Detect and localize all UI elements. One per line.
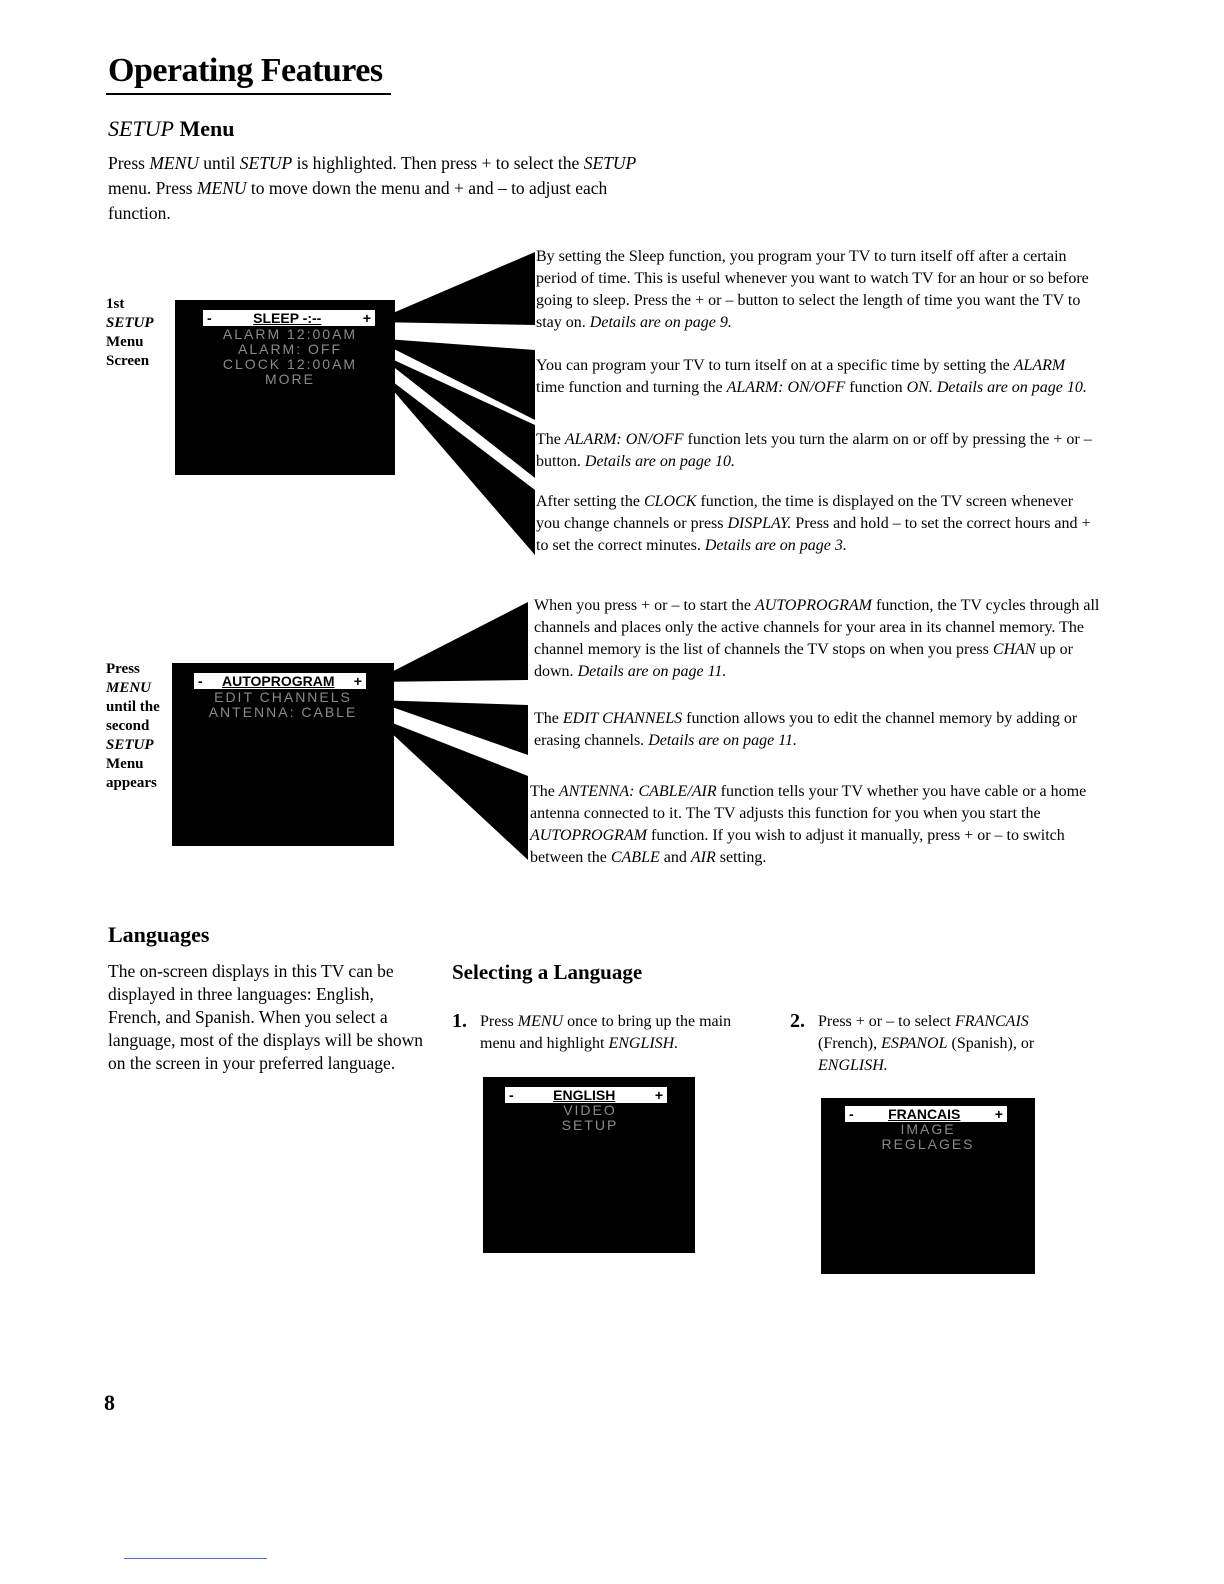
desc-alarm bbox=[536, 355, 1096, 399]
text-run: Press bbox=[480, 1013, 518, 1030]
text-run: Details are on page 11. bbox=[648, 732, 798, 749]
text-run: and bbox=[659, 849, 691, 866]
text-run: SETUP bbox=[583, 153, 637, 173]
text-run: ALARM bbox=[1013, 357, 1066, 374]
screen2-label-line: MENU bbox=[106, 680, 152, 696]
step1-number: 1. bbox=[452, 1010, 467, 1032]
language-screen-1 bbox=[483, 1077, 695, 1253]
text-run: ALARM: ON/OFF bbox=[564, 431, 684, 448]
minus-indicator: - bbox=[849, 1106, 854, 1122]
text-run: ON. bbox=[906, 379, 933, 396]
setup-screen-1 bbox=[175, 300, 395, 475]
desc-clock bbox=[536, 491, 1096, 557]
screen1-menu-item: CLOCK 12:00AM bbox=[222, 356, 358, 372]
setup-heading-italic: SETUP bbox=[108, 116, 174, 141]
text-run: function. If you wish to adjust it manually, press + or – to switch between the bbox=[530, 827, 1065, 866]
minus-indicator: - bbox=[198, 673, 203, 689]
screen2-highlight-bar bbox=[194, 673, 366, 689]
text-run: Press + or – to select bbox=[818, 1013, 955, 1030]
screen2-label bbox=[106, 660, 160, 793]
text-run: ESPANOL bbox=[881, 1035, 948, 1052]
desc-autoprogram bbox=[534, 595, 1106, 683]
step2-number: 2. bbox=[790, 1010, 805, 1032]
screen2-menu-item: EDIT CHANNELS bbox=[214, 689, 352, 705]
text-run: The bbox=[530, 783, 559, 800]
text-run: The bbox=[534, 710, 563, 727]
plus-indicator: + bbox=[654, 1087, 663, 1103]
screen1-label-line: 1st bbox=[106, 296, 125, 312]
minus-indicator: - bbox=[509, 1087, 514, 1103]
text-run: FRANCAIS bbox=[955, 1013, 1029, 1030]
text-run: SETUP bbox=[239, 153, 293, 173]
text-run: You can program your TV to turn itself on at a specific time by setting the bbox=[536, 357, 1014, 374]
text-run: to move down the menu and + and – to adjust each function. bbox=[108, 178, 608, 223]
text-run: Details are on page 3. bbox=[704, 537, 847, 554]
text-run: AIR bbox=[690, 849, 716, 866]
screen2-label-line: SETUP bbox=[106, 737, 154, 753]
step2-menu-item: REGLAGES bbox=[881, 1136, 975, 1152]
setup-screen-2 bbox=[172, 663, 394, 846]
screen2-label-line: appears bbox=[106, 775, 157, 791]
screen1-menu-item: MORE bbox=[265, 371, 315, 387]
text-run: time function and turning the bbox=[536, 379, 727, 396]
step2-highlight-bar bbox=[845, 1106, 1007, 1122]
text-run: Details are on page 11. bbox=[577, 663, 727, 680]
screen1-label-line: Screen bbox=[106, 353, 150, 369]
languages-text: The on-screen displays in this TV can be displayed in three languages: English, French, and Spanish. When you select a language, most of the displays will be shown on the screen in your preferred language. bbox=[108, 961, 423, 1073]
text-run: EDIT CHANNELS bbox=[562, 710, 683, 727]
step1-text bbox=[480, 1011, 770, 1055]
page-number: 8 bbox=[104, 1390, 115, 1415]
text-run: once to bring up the main menu and highlight bbox=[480, 1013, 732, 1052]
text-run: function, the TV cycles through all channels and places only the active channels for your area in its channel memory. The channel memory is the list of channels the TV stops on when you press bbox=[534, 597, 1100, 658]
text-run: is highlighted. Then press + to select the bbox=[292, 153, 584, 173]
step1-highlight-label: ENGLISH bbox=[553, 1087, 616, 1103]
wedge-sleep bbox=[372, 252, 535, 325]
plus-indicator: + bbox=[362, 310, 371, 326]
text-run: Press bbox=[108, 153, 150, 173]
text-run: until bbox=[198, 153, 240, 173]
text-run: Details are on page 10. bbox=[936, 379, 1087, 396]
language-screen-2 bbox=[821, 1098, 1035, 1274]
screen2-label-line: Press bbox=[106, 661, 140, 677]
screen1-label-line: SETUP bbox=[106, 315, 154, 331]
text-run: menu. Press bbox=[108, 178, 197, 198]
step1-menu-item: VIDEO bbox=[563, 1102, 617, 1118]
plus-indicator: + bbox=[994, 1106, 1003, 1122]
step1-highlight-bar bbox=[505, 1087, 667, 1103]
text-run: ENGLISH. bbox=[608, 1035, 679, 1052]
screen2-label-line: second bbox=[106, 718, 150, 734]
desc-alarm-onoff bbox=[536, 429, 1106, 473]
desc-edit-channels bbox=[534, 708, 1094, 752]
step2-menu-item: IMAGE bbox=[900, 1121, 956, 1137]
screen1-label bbox=[106, 295, 154, 371]
text-run: ALARM: ON/OFF bbox=[726, 379, 846, 396]
text-run: function, the time is displayed on the TV screen whenever you change channels or press bbox=[536, 493, 1074, 532]
text-run: function lets you turn the alarm on or off by pressing the + or – button. bbox=[536, 431, 1092, 470]
text-run: setting. bbox=[715, 849, 767, 866]
text-run: ANTENNA: CABLE/AIR bbox=[558, 783, 717, 800]
text-run: Details are on page 10. bbox=[584, 453, 735, 470]
minus-indicator: - bbox=[207, 310, 212, 326]
text-run: MENU bbox=[517, 1013, 564, 1030]
text-run: function allows you to edit the channel memory by adding or erasing channels. bbox=[534, 710, 1078, 749]
text-run: CLOCK bbox=[643, 493, 697, 510]
text-run: ENGLISH. bbox=[818, 1057, 888, 1074]
selecting-language-heading: Selecting a Language bbox=[452, 960, 643, 984]
step1-menu-item: SETUP bbox=[561, 1117, 619, 1133]
text-run: The bbox=[536, 431, 565, 448]
wedge-autoprogram bbox=[372, 602, 528, 682]
screen1-label-line: Menu bbox=[106, 334, 144, 350]
languages-heading: Languages bbox=[108, 922, 210, 947]
setup-heading-rest: Menu bbox=[174, 116, 235, 141]
screen2-highlight-label: AUTOPROGRAM bbox=[221, 673, 335, 689]
text-run: AUTOPROGRAM bbox=[754, 597, 873, 614]
screen1-menu-item: ALARM: OFF bbox=[237, 341, 342, 357]
page-title: Operating Features bbox=[108, 52, 383, 89]
plus-indicator: + bbox=[353, 673, 362, 689]
screen2-menu-item: ANTENNA: CABLE bbox=[208, 704, 358, 720]
text-run: (French), bbox=[818, 1035, 882, 1052]
screen1-highlight-label: SLEEP -:-- bbox=[253, 310, 322, 326]
step2-text bbox=[818, 1011, 1078, 1077]
text-run: function tells your TV whether you have cable or a home antenna connected to it. The TV adjusts this function for you when you start the bbox=[530, 783, 1087, 822]
text-run: CABLE bbox=[610, 849, 660, 866]
screen2-label-line: until the bbox=[106, 699, 160, 715]
text-run: CHAN bbox=[992, 641, 1036, 658]
text-run: Press and hold – to set the correct hours and + to set the correct minutes. bbox=[536, 515, 1091, 554]
screen1-highlight-bar bbox=[203, 310, 375, 326]
text-run: function bbox=[845, 379, 907, 396]
text-run: MENU bbox=[149, 153, 199, 173]
text-run: By setting the Sleep function, you program your TV to turn itself off after a certain period of time. This is useful whenever you want to watch TV for an hour or so before going to sleep. Press the + or – button to select the length of time you want the TV to stay on. bbox=[536, 248, 1089, 331]
text-run: AUTOPROGRAM bbox=[530, 827, 648, 844]
screen1-menu-item: ALARM 12:00AM bbox=[222, 326, 358, 342]
text-run: Details are on page 9. bbox=[589, 314, 732, 331]
text-run: After setting the bbox=[536, 493, 644, 510]
text-run: MENU bbox=[196, 178, 247, 198]
desc-sleep bbox=[536, 246, 1106, 334]
text-run: When you press + or – to start the bbox=[534, 597, 755, 614]
text-run: up or down. bbox=[534, 641, 1073, 680]
text-run: (Spanish), or bbox=[947, 1035, 1035, 1052]
step2-highlight-label: FRANCAIS bbox=[888, 1106, 961, 1122]
desc-antenna bbox=[530, 781, 1096, 869]
screen2-label-line: Menu bbox=[106, 756, 144, 772]
footer-rule bbox=[124, 1558, 267, 1559]
text-run: DISPLAY. bbox=[727, 515, 792, 532]
